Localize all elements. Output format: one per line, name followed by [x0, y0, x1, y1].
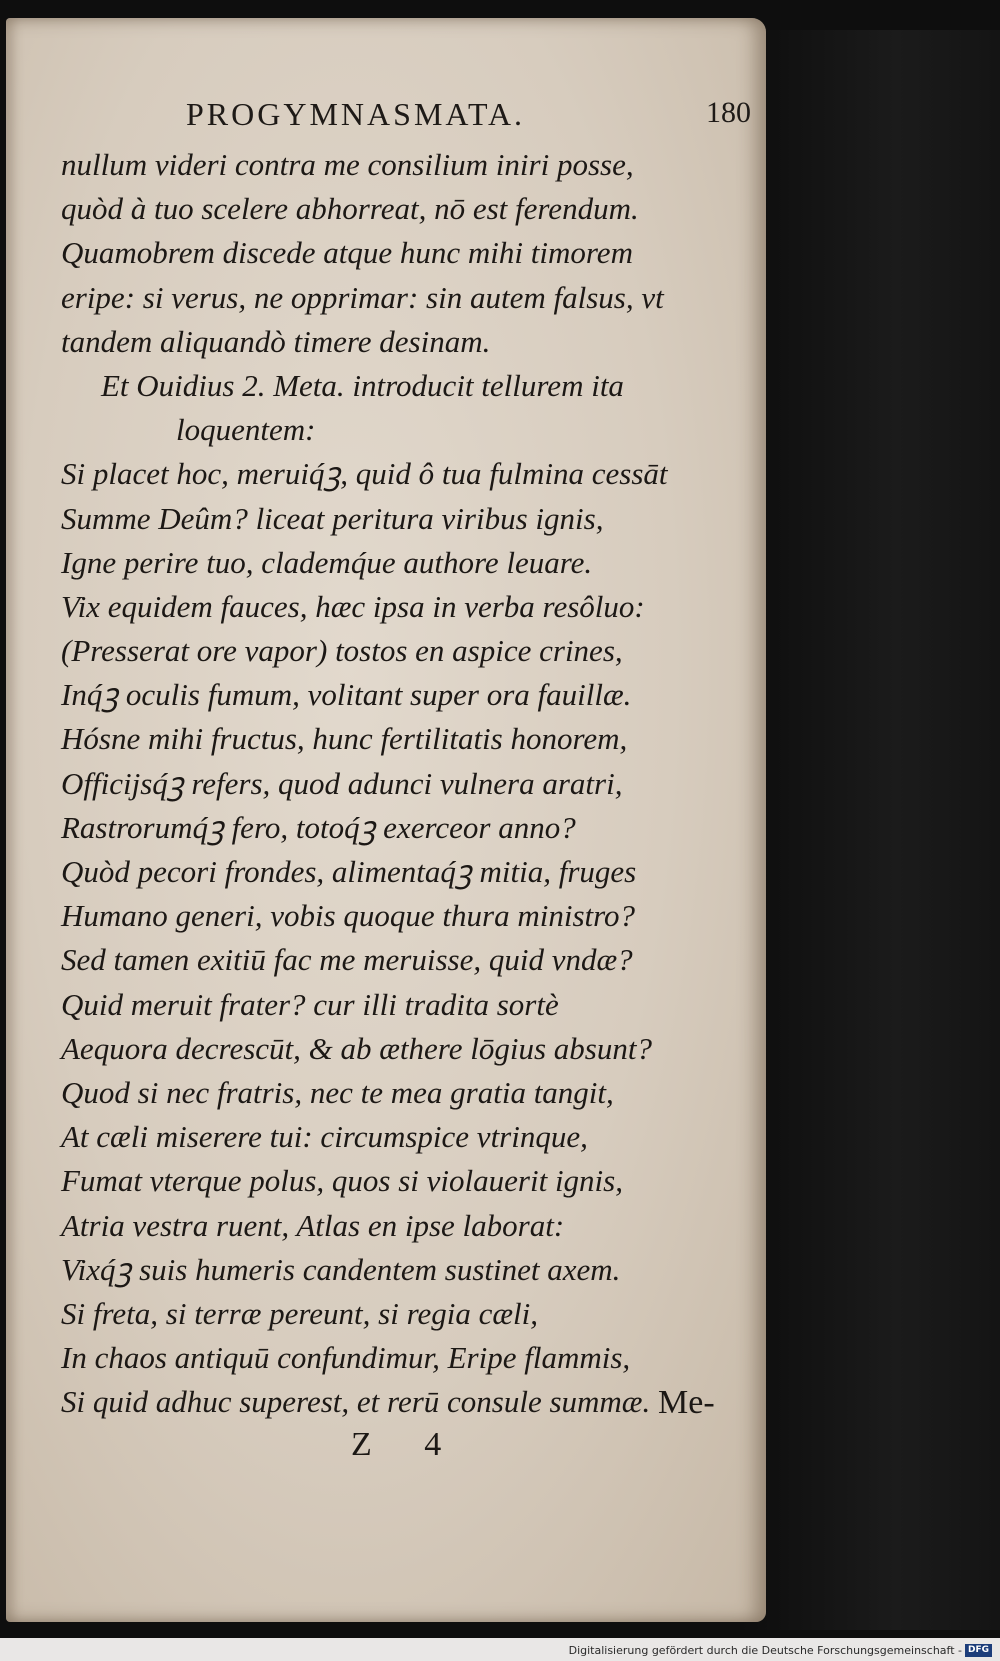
text-line: Rastrorumq́ꝫ fero, totoq́ꝫ exerceor anno?: [61, 809, 576, 845]
text-line: Quid meruit frater? cur illi tradita sortè: [61, 986, 559, 1022]
text-line: tandem aliquandò timere desinam.: [61, 323, 491, 359]
running-header: PROGYMNASMATA.: [186, 96, 526, 132]
catchword: Me-: [658, 1384, 715, 1421]
text-line: Aequora decrescūt, & ab æthere lōgius absunt?: [61, 1030, 652, 1066]
text-line: nullum videri contra me consilium iniri posse,: [61, 147, 634, 182]
text-line: At cæli miserere tui: circumspice vtrinque,: [61, 1119, 588, 1155]
dfg-logo: DFG: [965, 1644, 992, 1657]
text-line: Quod si nec fratris, nec te mea gratia tangit,: [61, 1074, 614, 1110]
text-line: Si quid adhuc superest, et rerū consule summæ.: [61, 1384, 651, 1420]
text-line: Et Ouidius 2. Meta. introducit tellurem ita: [101, 367, 624, 403]
text-line: loquentem:: [176, 412, 316, 448]
text-line: Si freta, si terræ pereunt, si regia cæli,: [61, 1295, 539, 1331]
text-line: Atria vestra ruent, Atlas en ipse laborat:: [61, 1207, 565, 1243]
facing-page-shadow: [740, 30, 1000, 1630]
text-block: [61, 143, 761, 1424]
text-line: Quòd pecori frondes, alimentaq́ꝫ mitia, fruges: [61, 854, 637, 889]
text-line: Vix equidem fauces, hæc ipsa in verba resôluo:: [61, 588, 645, 624]
text-line: quòd à tuo scelere abhorreat, nō est ferendum.: [61, 191, 639, 227]
text-line: Igne perire tuo, clademq́ue authore leuare.: [61, 544, 593, 580]
text-line: In chaos antiquū confundimur, Eripe flammis,: [61, 1340, 631, 1376]
page-number: 180: [706, 96, 751, 129]
text-line: Sed tamen exitiū fac me meruisse, quid vndæ?: [61, 942, 633, 978]
text-line: Humano generi, vobis quoque thura ministro?: [61, 898, 636, 934]
text-line: Quamobrem discede atque hunc mihi timorem: [61, 235, 633, 271]
signature-mark: Z 4: [351, 1426, 464, 1463]
text-line: Fumat vterque polus, quos si violauerit ignis,: [61, 1163, 623, 1199]
text-line: Inq́ꝫ oculis fumum, volitant super ora fauillæ.: [61, 677, 632, 713]
text-line: eripe: si verus, ne opprimar: sin autem falsus, vt: [61, 279, 664, 315]
book-page: [6, 18, 766, 1622]
text-line: Summe Deûm? liceat peritura viribus ignis,: [61, 500, 604, 536]
digitization-credit: [569, 1644, 992, 1657]
text-line: Vixq́ꝫ suis humeris candentem sustinet axem.: [61, 1251, 621, 1287]
text-line: (Presserat ore vapor) tostos en aspice crines,: [61, 633, 623, 669]
text-line: Officijsq́ꝫ refers, quod adunci vulnera aratri,: [61, 765, 623, 801]
text-line: Si placet hoc, meruiq́ꝫ, quid ô tua fulmina cessāt: [61, 456, 668, 492]
credit-text: Digitalisierung gefördert durch die Deutsche Forschungsgemeinschaft -: [568, 1644, 962, 1657]
text-line: Hósne mihi fructus, hunc fertilitatis honorem,: [61, 721, 628, 757]
